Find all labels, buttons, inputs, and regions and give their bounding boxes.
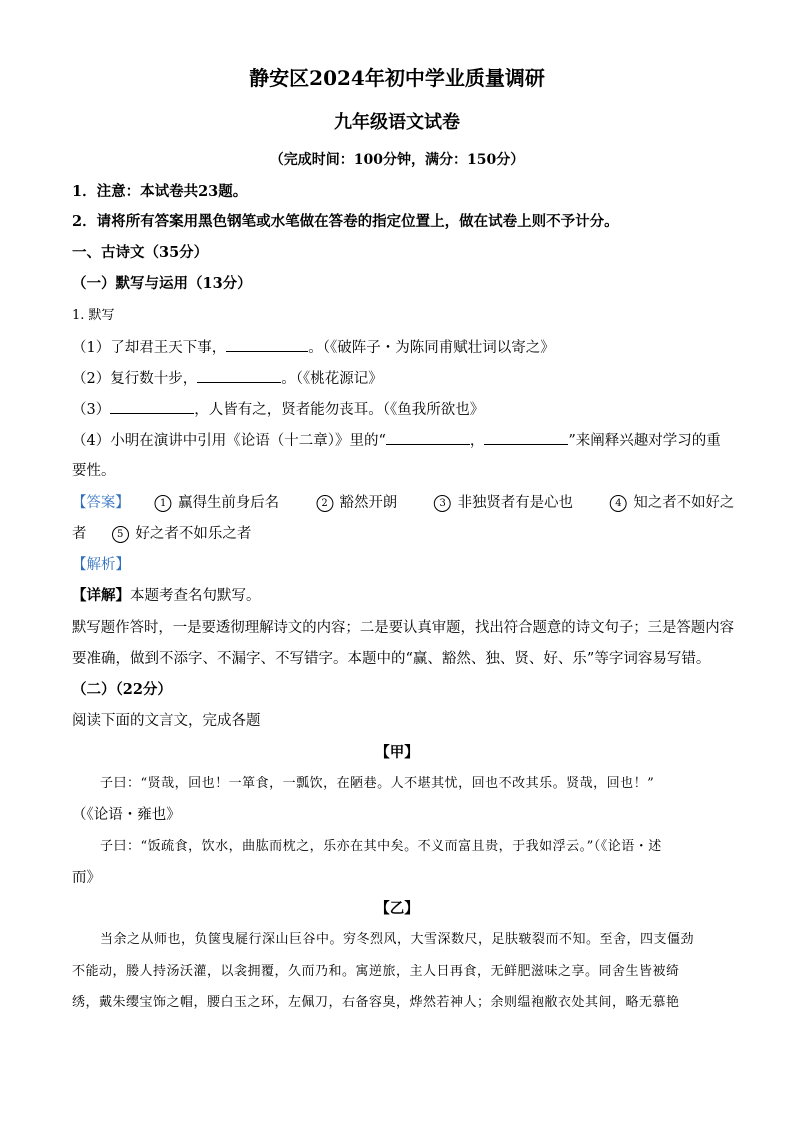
exam-subtitle: 九年级语文试卷	[334, 112, 460, 133]
analysis-detail	[72, 586, 261, 606]
exam-time-note: （完成时间：100分钟，满分：150分）	[269, 152, 525, 168]
analysis-paragraph-line-2: 要准确，做到不添字、不漏字、不写错字。本题中的“赢、豁然、独、贤、好、乐”等字词容易写错。	[72, 651, 711, 667]
exam-title: 静安区2024年初中学业质量调研	[249, 66, 545, 90]
detail-tag: 【详解】	[72, 587, 130, 604]
item-4-comma: ，	[469, 433, 485, 449]
item-3-source: ，人皆有之，贤者能勿丧耳。（《鱼我所欲也》	[194, 402, 485, 418]
answer-text-4: 知之者不如好之	[633, 495, 735, 511]
passage-jia-para-2-end: 而》	[72, 870, 101, 886]
question-1-label: 1. 默写	[72, 308, 115, 323]
analysis-paragraph-line-1: 默写题作答时，一是要透彻理解诗文的内容；二是要认真审题，找出符合题意的诗文句子；三是答题内容	[72, 620, 734, 636]
answer-tag: 【答案】	[72, 495, 130, 511]
item-2-source: 。（《桃花源记》	[281, 371, 383, 387]
passage-yi-line-3: 绣，戴朱缨宝饰之帽，腰白玉之环，左佩刀，右备容臭，烨然若神人；余则缊袍敝衣处其间，略无慕艳	[72, 995, 680, 1010]
answer-text-2: 豁然开朗	[339, 495, 398, 511]
passage-yi-line-1: 当余之从师也，负箧曳屣行深山巨谷中。穷冬烈风，大雪深数尺，足肤皲裂而不知。至舍，四支僵劲	[100, 932, 695, 947]
question-1-item-1	[72, 337, 555, 358]
item-3-prefix: （3）	[72, 402, 111, 418]
reading-instruction: 阅读下面的文言文，完成各题	[72, 713, 261, 729]
part-heading-1: （一）默写与运用（13分）	[72, 275, 252, 292]
passage-jia-heading: 【甲】	[375, 744, 419, 761]
passage-yi-line-2: 不能动，媵人持汤沃灌，以衾拥覆，久而乃和。寓逆旅，主人日再食，无鲜肥滋味之享。同舍生皆被绮	[72, 964, 680, 979]
question-1-item-4	[72, 430, 721, 451]
answer-number-3: 3	[434, 495, 451, 512]
answer-number-4: 4	[610, 495, 627, 512]
passage-yi-heading: 【乙】	[375, 900, 419, 917]
answer-number-5: 5	[112, 526, 129, 543]
answer-blank	[484, 430, 568, 445]
item-2-prefix: （2）复行数十步，	[72, 371, 198, 387]
detail-text: 本题考查名句默写。	[130, 588, 261, 604]
item-4-prefix: （4）小明在演讲中引用《论语（十二章）》里的“	[72, 433, 386, 449]
answer-number-1: 1	[155, 495, 172, 512]
answer-row	[72, 493, 734, 513]
item-1-source: 。（《破阵子・为陈同甫赋壮词以寄之》	[308, 340, 555, 356]
section-heading: 一、古诗文（35分）	[72, 244, 209, 261]
part-heading-2: （二）（22分）	[72, 681, 172, 698]
answer-wrap-prefix: 者	[72, 526, 87, 542]
answer-text-3: 非独贤者有是心也	[457, 495, 573, 511]
item-4-suffix: ”来阐释兴趣对学习的重	[568, 433, 721, 449]
passage-jia-para-1: 子曰：“贤哉，回也！一箪食，一瓢饮，在陋巷。人不堪其忧，回也不改其乐。贤哉，回也！”	[100, 776, 655, 791]
question-1-item-2	[72, 368, 383, 389]
analysis-tag: 【解析】	[72, 557, 130, 573]
question-1-item-4-wrap: 要性。	[72, 463, 116, 479]
answer-row-wrap	[72, 524, 251, 544]
answer-text-5: 好之者不如乐之者	[135, 526, 252, 542]
answer-blank	[197, 368, 281, 383]
answer-blank	[386, 430, 470, 445]
passage-jia-para-2: 子曰：“饭疏食，饮水，曲肱而枕之，乐亦在其中矣。不义而富且贵，于我如浮云。”（《论语・述	[100, 839, 662, 854]
answer-text-1: 赢得生前身后名	[178, 495, 280, 511]
item-1-prefix: （1）了却君王天下事，	[72, 340, 227, 356]
answer-blank	[110, 399, 194, 414]
answer-blank	[226, 337, 308, 352]
note-2: 2．请将所有答案用黑色钢笔或水笔做在答卷的指定位置上，做在试卷上则不予计分。	[72, 213, 619, 230]
question-1-item-3	[72, 399, 484, 420]
note-1: 1．注意：本试卷共23题。	[72, 183, 248, 200]
passage-jia-para-1-source: （《论语・雍也》	[72, 807, 181, 823]
answer-number-2: 2	[316, 495, 333, 512]
